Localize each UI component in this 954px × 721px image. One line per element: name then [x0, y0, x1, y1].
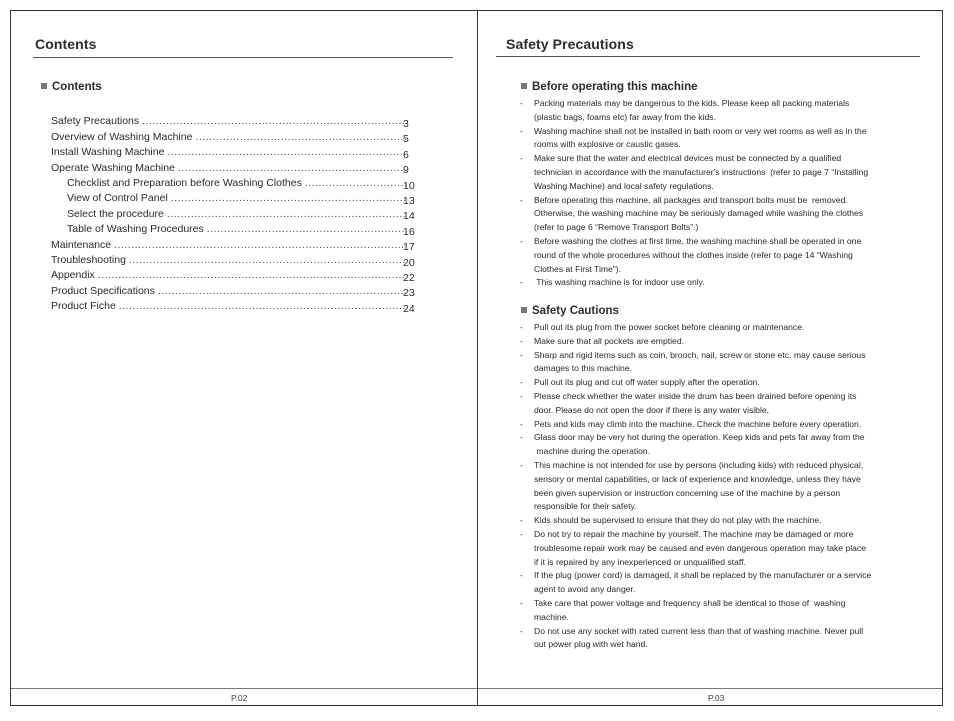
toc-entry[interactable] — [51, 252, 415, 269]
precaution-line: Pets and kids may climb into the machine. Check the machine before every operation. — [534, 418, 862, 429]
toc-leader-dots — [98, 268, 406, 282]
precaution-item — [520, 390, 930, 418]
precaution-line: (plastic bags, foams etc) far away from the kids. — [534, 111, 716, 122]
toc-entry-title: View of Control Panel — [67, 192, 168, 205]
precaution-item — [520, 321, 930, 335]
precaution-line: Make sure that the water and electrical devices must be connected by a qualified — [534, 153, 842, 164]
toc-entry[interactable] — [51, 144, 409, 159]
toc-leader-dots — [114, 238, 406, 252]
precaution-line: door. Please do not open the door if there is any water visible, — [534, 404, 770, 415]
page-number: P.02 — [231, 693, 248, 703]
precaution-line: Before operating this machine, all packages and transport bolts must be removed. — [534, 194, 848, 205]
toc-leader-dots — [129, 253, 406, 267]
safety-cautions-list — [520, 321, 930, 652]
toc-leader-dots — [119, 299, 406, 313]
precaution-item — [520, 235, 930, 276]
title-divider — [33, 57, 453, 58]
toc-entry-page: 9 — [403, 164, 409, 177]
precaution-line: Make sure that all pockets are emptied. — [534, 335, 684, 346]
toc-leader-dots — [142, 114, 406, 128]
right-page — [477, 10, 943, 706]
toc-entry-page: 22 — [403, 271, 415, 284]
toc-entry-title: Maintenance — [51, 238, 112, 251]
dash-bullet: - — [520, 377, 523, 388]
footer-divider — [478, 688, 942, 689]
toc-entry-page: 23 — [403, 287, 415, 300]
page-number: P.03 — [708, 693, 725, 703]
toc-entry-page: 14 — [403, 210, 415, 223]
precaution-item — [520, 376, 930, 390]
precaution-item — [520, 569, 930, 597]
precaution-line: Glass door may be very hot during the operation. Keep kids and pets far away from the — [534, 432, 865, 443]
toc-entry-title: Product Fiche — [51, 300, 116, 313]
dash-bullet: - — [520, 432, 523, 443]
toc-entry[interactable] — [51, 267, 415, 284]
page-title: Safety Precautions — [506, 36, 634, 52]
precaution-line: round of the whole procedures without the clothes inside (refer to page 14 “Washing — [534, 249, 853, 260]
toc-entry-title: Troubleshooting — [51, 253, 126, 266]
precaution-line: out power plug with wet hand. — [534, 639, 648, 650]
precaution-line: This machine is not intended for use by persons (including kids) with reduced physical, — [534, 459, 864, 470]
dash-bullet: - — [520, 570, 523, 581]
precaution-line: Pull out its plug from the power socket before cleaning or maintenance. — [534, 322, 805, 332]
dash-bullet: - — [520, 418, 523, 429]
toc-entry[interactable] — [51, 236, 415, 254]
toc-entry-title: Safety Precautions — [51, 115, 140, 128]
precaution-line: damages to this machine. — [534, 363, 632, 374]
dash-bullet: - — [520, 335, 523, 346]
toc-entry-page: 3 — [403, 118, 409, 130]
precaution-item — [520, 431, 930, 459]
toc-entry-title: Overview of Washing Machine — [51, 130, 193, 143]
before-operating-list — [520, 97, 930, 290]
toc-entry-title: Appendix — [51, 269, 95, 282]
square-bullet-icon — [521, 307, 527, 313]
table-of-contents — [51, 113, 415, 315]
precaution-item — [520, 459, 930, 514]
precaution-line: Do not use any socket with rated current less than that of washing machine. Never pull — [534, 625, 864, 636]
precaution-line: Otherwise, the washing machine may be seriously damaged while washing the clothes — [534, 208, 864, 219]
precaution-line: Washing Machine) and local safety regulations. — [534, 180, 714, 191]
dash-bullet: - — [520, 322, 523, 332]
toc-entry-title: Install Washing Machine — [51, 146, 165, 159]
precaution-item — [520, 349, 930, 377]
toc-entry[interactable] — [51, 175, 415, 192]
safety-cautions-heading — [521, 305, 619, 317]
precaution-item — [520, 514, 930, 528]
precaution-item — [520, 125, 930, 153]
dash-bullet: - — [520, 194, 523, 205]
toc-entry-page: 24 — [403, 302, 415, 315]
dash-bullet: - — [520, 459, 523, 470]
dash-bullet: - — [520, 528, 523, 539]
precaution-item — [520, 418, 930, 432]
toc-entry[interactable] — [51, 221, 415, 238]
toc-entry[interactable] — [51, 298, 415, 315]
precaution-line: This washing machine is for indoor use only. — [534, 277, 705, 288]
precaution-item — [520, 625, 930, 653]
toc-entry[interactable] — [51, 128, 409, 146]
precaution-item — [520, 276, 930, 290]
toc-leader-dots — [305, 176, 406, 190]
toc-entry[interactable] — [51, 159, 409, 177]
dash-bullet: - — [520, 597, 523, 608]
precaution-item — [520, 597, 930, 625]
dash-bullet: - — [520, 390, 523, 401]
precaution-line: sensory or mental capabilities, or lack of experience and knowledge, unless they have — [534, 473, 861, 484]
toc-entry[interactable] — [51, 282, 415, 300]
precaution-line: technician in accordance with the manufacturer's instructions (refer to page 7 “Installing — [534, 166, 869, 177]
precaution-line: (refer to page 6 “Remove Transport Bolts”.) — [534, 222, 699, 233]
precaution-line: Pull out its plug and cut off water supply after the operation. — [534, 377, 760, 388]
toc-entry-title: Table of Washing Procedures — [67, 223, 204, 236]
toc-leader-dots — [167, 145, 406, 159]
precaution-line: agent to avoid any danger. — [534, 584, 636, 595]
toc-leader-dots — [207, 222, 406, 236]
toc-leader-dots — [195, 130, 406, 144]
toc-entry[interactable] — [51, 113, 409, 128]
precaution-line: machine. — [534, 611, 569, 622]
toc-entry-title: Select the procedure — [67, 207, 164, 220]
before-operating-heading-label: Before operating this machine — [532, 81, 698, 93]
precaution-line: Please check whether the water inside the drum has been drained before opening its — [534, 390, 857, 401]
page-title: Contents — [35, 36, 97, 52]
dash-bullet: - — [520, 125, 523, 136]
precaution-item — [520, 97, 930, 125]
square-bullet-icon — [521, 83, 527, 89]
precaution-line: If the plug (power cord) is damaged, it shall be replaced by the manufacturer or a service — [534, 570, 872, 581]
dash-bullet: - — [520, 515, 523, 526]
toc-leader-dots — [171, 191, 406, 205]
precaution-line: Washing machine shall not be installed in bath room or very wet rooms as well as in the — [534, 125, 867, 136]
toc-entry-page: 16 — [403, 225, 415, 238]
toc-entry-page: 5 — [403, 133, 409, 146]
precaution-line: Kids should be supervised to ensure that they do not play with the machine. — [534, 515, 822, 526]
dash-bullet: - — [520, 235, 523, 246]
precaution-line: responsible for their safety. — [534, 501, 637, 512]
precaution-item — [520, 335, 930, 349]
precaution-item — [520, 528, 930, 569]
toc-entry-page: 10 — [403, 179, 415, 192]
dash-bullet: - — [520, 625, 523, 636]
precaution-line: Clothes at First Time”). — [534, 263, 621, 274]
dash-bullet: - — [520, 98, 523, 108]
dash-bullet: - — [520, 153, 523, 164]
precaution-item — [520, 194, 930, 235]
toc-entry-title: Product Specifications — [51, 284, 155, 297]
dash-bullet: - — [520, 277, 523, 288]
title-divider — [496, 56, 920, 57]
dash-bullet: - — [520, 349, 523, 360]
footer-divider — [11, 688, 477, 689]
precaution-line: Before washing the clothes at first time, the washing machine shall be operated in one — [534, 235, 862, 246]
precaution-line: if it is repaired by any inexperienced or unqualified staff. — [534, 556, 746, 567]
precaution-line: Sharp and rigid items such as coin, brooch, nail, screw or stone etc. may cause serious — [534, 349, 866, 360]
left-page — [10, 10, 478, 706]
precaution-line: rooms with explosive or caustic gases. — [534, 139, 681, 150]
precaution-line: machine during the operation. — [534, 446, 651, 457]
contents-heading — [41, 81, 102, 93]
precaution-line: Packing materials may be dangerous to the kids. Please keep all packing materials — [534, 98, 850, 108]
toc-entry-title: Checklist and Preparation before Washing Clothes — [67, 176, 302, 189]
before-operating-heading — [521, 81, 698, 93]
toc-entry-page: 6 — [403, 148, 409, 161]
precaution-item — [520, 152, 930, 193]
square-bullet-icon — [41, 83, 47, 89]
toc-leader-dots — [158, 284, 406, 298]
safety-cautions-heading-label: Safety Cautions — [532, 305, 619, 317]
toc-leader-dots — [167, 207, 406, 221]
toc-leader-dots — [178, 161, 406, 175]
toc-entry-title: Operate Washing Machine — [51, 161, 175, 174]
toc-entry[interactable] — [51, 205, 415, 223]
toc-entry-page: 20 — [403, 256, 415, 269]
contents-heading-label: Contents — [52, 81, 102, 93]
precaution-line: Take care that power voltage and frequency shall be identical to those of washing — [534, 597, 846, 608]
toc-entry-page: 17 — [403, 241, 415, 254]
precaution-line: been given supervision or instruction concerning use of the machine by a person — [534, 487, 841, 498]
precaution-line: troublesome repair work may be caused and even dangerous operation may take place — [534, 542, 867, 553]
toc-entry-page: 13 — [403, 194, 415, 207]
precaution-line: Do not try to repair the machine by yourself. The machine may be damaged or more — [534, 528, 854, 539]
toc-entry[interactable] — [51, 190, 415, 207]
